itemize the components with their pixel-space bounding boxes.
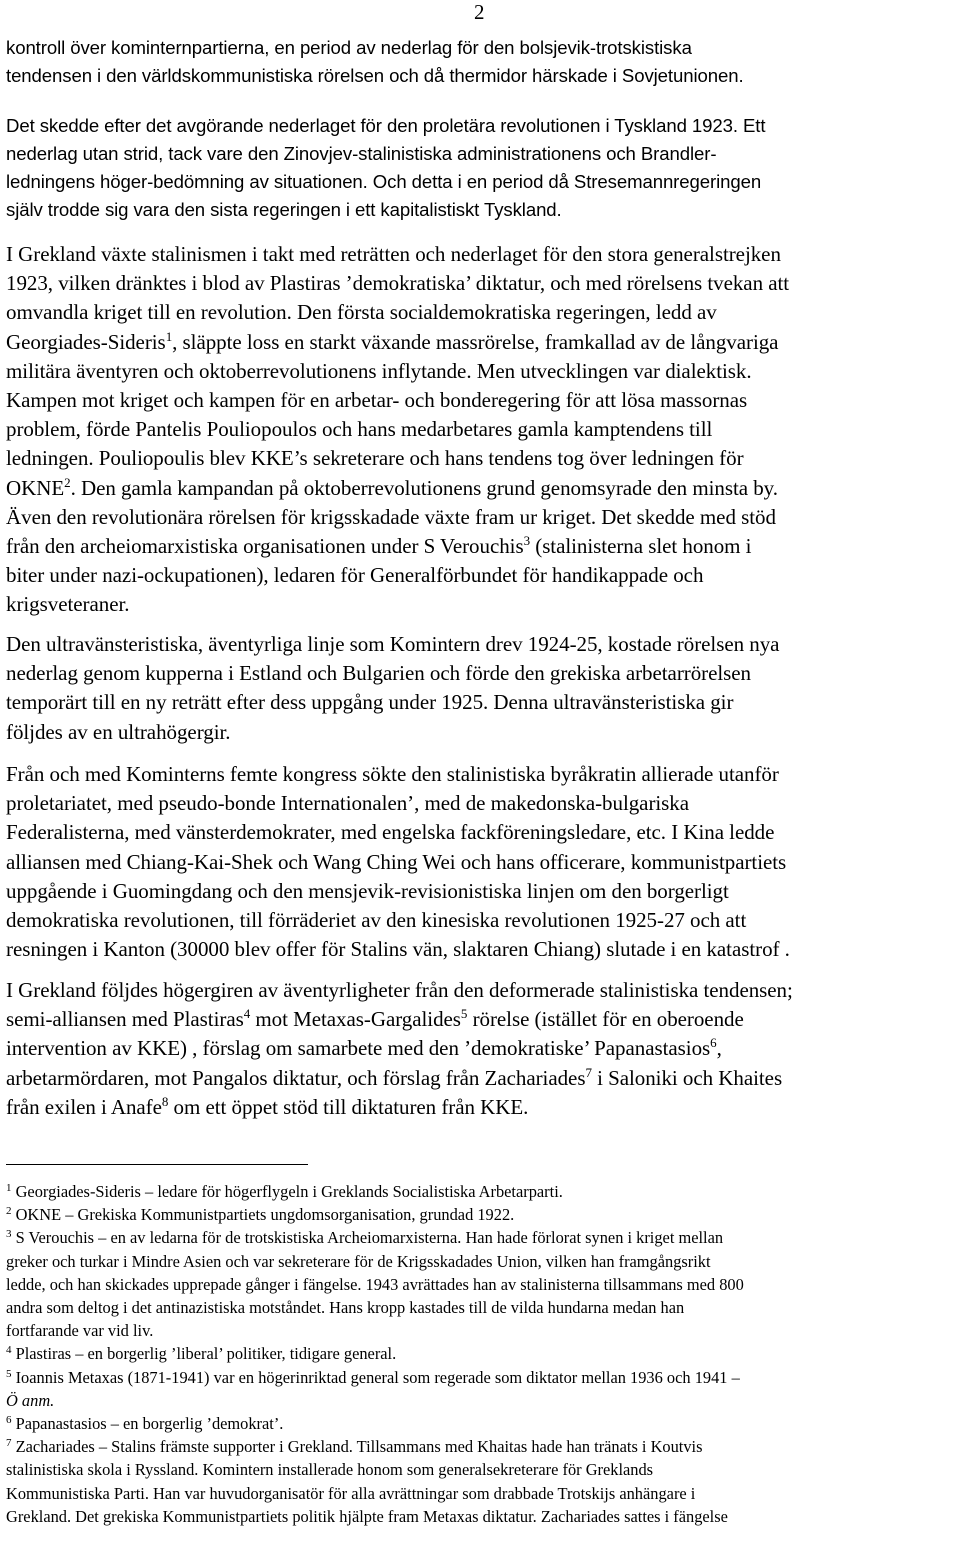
footnote-text: Georgiades-Sideris – ledare för högerflygeln i Greklands Socialistiska Arbetarparti. [11, 1182, 563, 1201]
footnote-number: 3 [6, 1228, 12, 1241]
text-fragment: rörelse (istället för en oberoende [467, 1007, 744, 1032]
text-fragment: Georgiades-Sideris [6, 329, 166, 354]
text-line: proletariatet, med pseudo-bonde Internationalen’, med de makedonska-bulgariska [6, 791, 690, 816]
footnote-ref[interactable]: 7 [585, 1064, 592, 1080]
text-line: I Grekland följdes högergiren av äventyrligheter från den deformerade stalinistiska tendensen; [6, 978, 793, 1002]
footnote-text: Zachariades – Stalins främste supporter i Grekland. Tillsammans med Khaitas hade han tränats i Koutvis [11, 1437, 703, 1457]
footnote [6, 1435, 956, 1458]
paragraph-germany [6, 112, 956, 224]
text-fragment: OKNE [6, 475, 65, 500]
text-line [6, 1005, 956, 1034]
footnote-ref[interactable]: 5 [460, 1006, 468, 1022]
footnote-number: 2 [6, 1205, 12, 1218]
text-line: I Grekland växte stalinismen i takt med reträtten och nederlaget för den stora generalstrejken [6, 242, 781, 266]
text-line [6, 474, 956, 503]
text-line: kontroll över kominternpartierna, en period av nederlag för den bolsjevik-trotskistiska [6, 37, 692, 58]
footnote [6, 1342, 956, 1365]
footnote-ref[interactable]: 2 [64, 474, 71, 490]
paragraph-greece [6, 240, 956, 620]
text-fragment: , [716, 1036, 722, 1061]
text-line: uppgående i Guomingdang och den mensjevik-revisionistiska linjen om den borgerligt [6, 878, 729, 903]
text-line [6, 1093, 956, 1122]
footnote-continuation: greker och turkar i Mindre Asien och var sekreterare för de Krigsskadades Union, vilken han framgångsrikt [6, 1251, 711, 1271]
text-line: biter under nazi-ockupationen), ledaren för Generalförbundet för handikappade och [6, 563, 704, 588]
footnote-continuation: ledde, och han skickades upprepade gånger i fängelse. 1943 avrättades han av stalinisterna tillsammans med 800 [6, 1274, 744, 1294]
footnote-continuation: stalinistiska skola i Ryssland. Komintern installerade honom som generalsekreterare för Greklands [6, 1460, 654, 1480]
footnote-separator [6, 1164, 308, 1165]
text-line [6, 532, 956, 561]
footnotes [6, 1180, 956, 1528]
text-line: Det skedde efter det avgörande nederlaget för den proletära revolutionen i Tyskland 1923. Ett [6, 115, 766, 136]
text-fragment: semi-alliansen med Plastiras [6, 1007, 244, 1032]
footnote-continuation: Grekland. Det grekiska Kommunistpartiets politik hjälpte fram Metaxas diktatur. Zachariades sattes i fängelse [6, 1506, 728, 1526]
text-line [6, 1064, 956, 1093]
text-fragment: intervention av KKE) , förslag om samarbete med den ’demokratiske’ Papanastasios [6, 1036, 711, 1061]
footnote-continuation: andra som deltog i det antinazistiska motståndet. Hans kropp kastades till de vilda hundarna medan han [6, 1298, 685, 1318]
text-fragment: i Saloniki och Khaites [591, 1065, 783, 1090]
paragraph-fifth-congress [6, 760, 956, 964]
footnote [6, 1203, 956, 1226]
text-line: Federalisterna, med vänsterdemokrater, med engelska fackföreningsledare, etc. I Kina ledde [6, 820, 775, 845]
text-line: nederlag genom kupperna i Estland och Bulgarien och förde den grekiska arbetarrörelsen [6, 661, 751, 686]
text-line: Även den revolutionära rörelsen för krigsskadade växte fram ur kriget. Det skedde med stöd [6, 504, 776, 529]
footnote-continuation: fortfarande var vid liv. [6, 1321, 154, 1341]
text-line: problem, förde Pantelis Pouliopoulos och hans medarbetares gamla kamptendens till [6, 417, 713, 442]
footnote-ref[interactable]: 4 [243, 1006, 251, 1022]
text-line: resningen i Kanton (30000 blev offer för Stalins vän, slaktaren Chiang) slutade i en katastrof . [6, 937, 790, 962]
footnote-text: Papanastasios – en borgerlig ’demokrat’. [11, 1414, 284, 1434]
footnote-text: Plastiras – en borgerlig ’liberal’ politiker, tidigare general. [11, 1344, 397, 1364]
text-line: alliansen med Chiang-Kai-Shek och Wang Ching Wei och hans officerare, kommunistpartiets [6, 849, 787, 874]
text-line: krigsveteraner. [6, 592, 130, 617]
paragraph-right-turn [6, 976, 956, 1122]
text-fragment: från exilen i Anafe [6, 1094, 162, 1119]
page-number: 2 [474, 0, 485, 24]
footnote-ref[interactable]: 6 [710, 1035, 717, 1051]
text-line: omvandla kriget till en revolution. Den första socialdemokratiska regeringen, ledd av [6, 300, 717, 325]
text-line: militära äventyren och oktoberrevolutionens inflytande. Men utvecklingen var dialektisk. [6, 358, 752, 383]
footnote-ref[interactable]: 3 [523, 533, 531, 549]
footnote-ref[interactable]: 1 [165, 328, 173, 344]
text-line: själv trodde sig vara den sista regeringen i ett kapitalistiskt Tyskland. [6, 199, 562, 220]
text-fragment: mot Metaxas-Gargalides [250, 1007, 461, 1032]
footnote-text: OKNE – Grekiska Kommunistpartiets ungdomsorganisation, grundad 1922. [11, 1205, 515, 1225]
text-fragment: om ett öppet stöd till diktaturen från KKE. [168, 1094, 529, 1119]
text-line: nederlag utan strid, tack vare den Zinovjev-stalinistiska administrationens och Brandler- [6, 143, 717, 164]
paragraph-intro [6, 34, 956, 90]
text-line: ledningen. Pouliopoulis blev KKE’s sekreterare och hans tendens tog över ledningen för [6, 446, 744, 471]
footnote [6, 1226, 956, 1249]
text-line [6, 328, 956, 357]
editor-note: Ö anm. [6, 1390, 55, 1410]
footnote-number: 1 [6, 1182, 12, 1194]
text-fragment: , släppte loss en starkt växande massrörelse, framkallad av de långvariga [172, 329, 779, 354]
text-fragment: från den archeiomarxistiska organisationen under S Verouchis [6, 534, 524, 559]
footnote-number: 5 [6, 1367, 12, 1380]
footnote-continuation: Kommunistiska Parti. Han var huvudorganisatör för alla avrättningar som drabbade Trotskijs anhängare i [6, 1483, 696, 1503]
text-line: 1923, vilken dränktes i blod av Plastiras ’demokratiska’ diktatur, och med rörelsens tvekan att [6, 271, 790, 296]
text-line: tendensen i den världskommunistiska rörelsen och då thermidor härskade i Sovjetunionen. [6, 65, 744, 86]
text-line: följdes av en ultrahögergir. [6, 719, 231, 744]
footnote-ref[interactable]: 8 [161, 1093, 169, 1109]
text-line: ledningens höger-bedömning av situationen. Och detta i en period då Stresemannregeringen [6, 171, 762, 192]
text-fragment: . Den gamla kampandan på oktoberrevolutionens grund genomsyrade den minsta by. [70, 475, 778, 500]
footnote-continuation [6, 1389, 956, 1412]
footnote-text: S Verouchis – en av ledarna för de trotskistiska Archeiomarxisterna. Han hade förlorat synen i kriget mellan [11, 1228, 724, 1248]
paragraph-ultraleft [6, 630, 956, 747]
text-line: Den ultravänsteristiska, äventyrliga linje som Komintern drev 1924-25, kostade rörelsen nya [6, 632, 780, 656]
footnote-number: 6 [6, 1414, 12, 1427]
text-line [6, 1034, 956, 1063]
text-line: Kampen mot kriget och kampen för en arbetar- och bonderegering för att lösa massornas [6, 388, 748, 413]
text-fragment: arbetarmördaren, mot Pangalos diktatur, och förslag från Zachariades [6, 1065, 586, 1090]
footnote-number: 4 [6, 1344, 12, 1357]
footnote [6, 1412, 956, 1435]
text-line: temporärt till en ny reträtt efter dess uppgång under 1925. Denna ultravänsteristiska gir [6, 690, 734, 715]
text-line: demokratiska revolutionen, till förräderiet av den kinesiska revolutionen 1925-27 och att [6, 908, 747, 933]
footnote-number: 7 [6, 1437, 12, 1450]
footnote [6, 1366, 956, 1389]
footnote-text: Ioannis Metaxas (1871-1941) var en högerinriktad general som regerade som diktator mellan 1936 och 1941 – [11, 1367, 740, 1387]
text-line: Från och med Kominterns femte kongress sökte den stalinistiska byråkratin allierade utanför [6, 762, 779, 786]
text-fragment: (stalinisterna slet honom i [530, 534, 752, 559]
footnote [6, 1180, 956, 1203]
